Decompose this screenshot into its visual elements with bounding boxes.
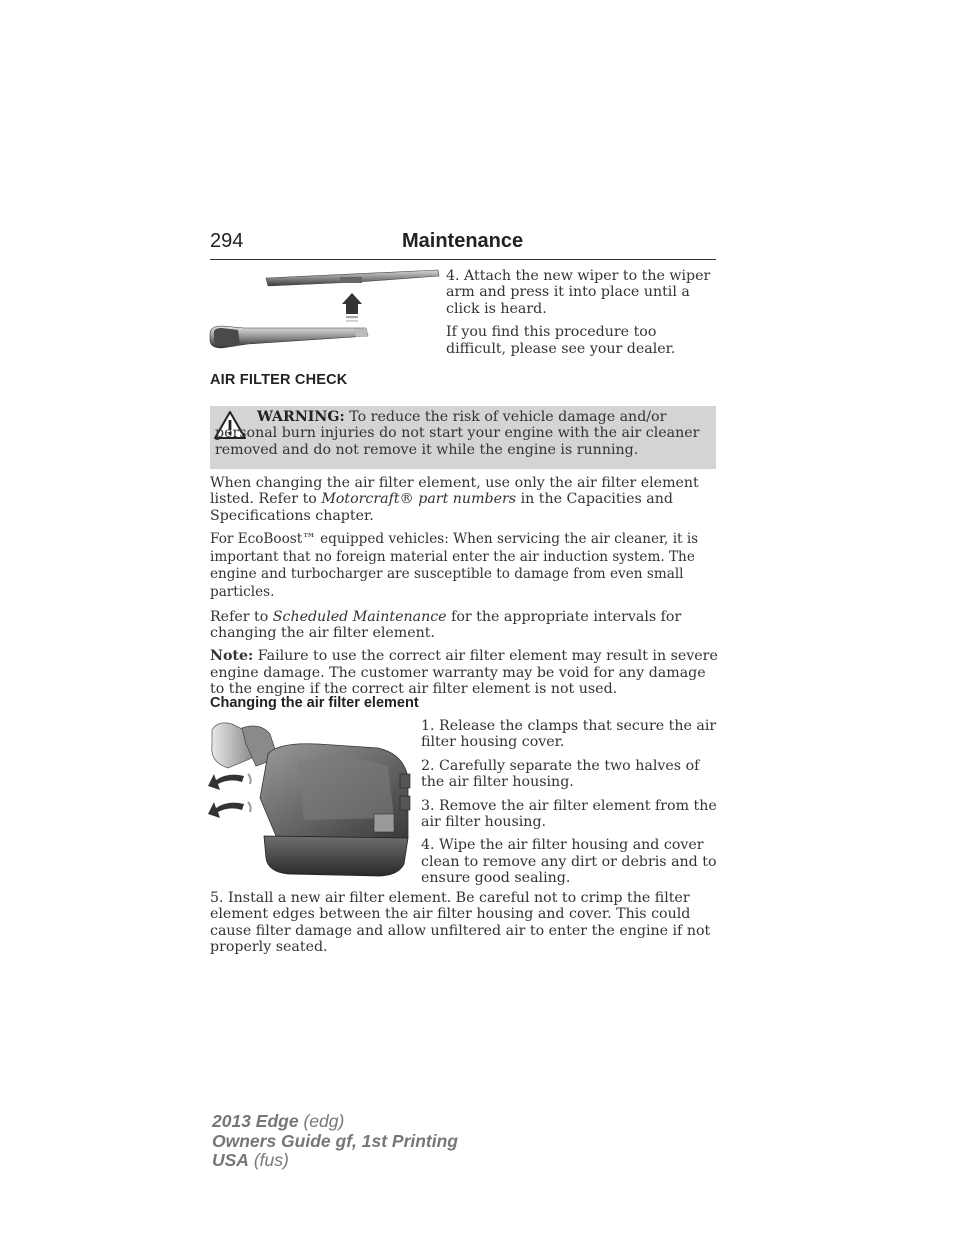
- text-run: Refer to: [210, 608, 273, 625]
- air-filter-housing-illustration: [208, 718, 413, 878]
- footer-guide: Owners Guide gf, 1st Printing: [212, 1130, 458, 1151]
- dealer-note: If you find this procedure too difficult, please see your dealer.: [446, 324, 676, 357]
- warning-text: [215, 409, 712, 458]
- wiper-instructions: [446, 268, 718, 364]
- filter-step: 1. Release the clamps that secure the air filter housing cover.: [421, 718, 717, 751]
- filter-steps: [421, 718, 717, 894]
- paragraph-note: [210, 648, 718, 697]
- text-run: in the Capacities and Specifications chapter.: [210, 491, 673, 524]
- warning-message: To reduce the risk of vehicle damage and/or personal burn injuries do not start your engine with the air cleaner removed and do not remove it while the engine is running.: [215, 409, 700, 458]
- section-title: Maintenance: [402, 230, 524, 252]
- warning-label: WARNING:: [257, 409, 345, 425]
- footer-region: USA: [212, 1150, 249, 1170]
- note-text: Failure to use the correct air filter element may result in severe engine damage. The customer warranty may be void for any damage to the engine if the correct air filter element is not used.: [210, 648, 718, 698]
- air-filter-heading: AIR FILTER CHECK: [210, 372, 348, 388]
- footer-model: 2013 Edge: [212, 1111, 299, 1131]
- filter-step: 2. Carefully separate the two halves of the air filter housing.: [421, 757, 700, 791]
- filter-step-5: 5. Install a new air filter element. Be careful not to crimp the filter element edges between the air filter housing and cover. This could cause filter damage and allow unfiltered air to enter the engine if not properly seated.: [210, 890, 711, 956]
- scheduled-maintenance-reference: Scheduled Maintenance: [272, 608, 447, 625]
- changing-filter-heading: Changing the air filter element: [210, 695, 419, 711]
- footer-region-code: (fus): [253, 1150, 289, 1170]
- paragraph-scheduled-maintenance: [210, 609, 718, 642]
- air-filter-body: [210, 475, 718, 705]
- paragraph-part-numbers: [210, 475, 718, 524]
- text-run: When changing the air filter element, use only the air filter element listed. Refer to: [210, 475, 699, 508]
- footer-line-guide: [212, 1132, 458, 1152]
- footer-line-region: [212, 1151, 458, 1171]
- footer: [212, 1112, 458, 1171]
- note-label: Note:: [210, 648, 254, 665]
- text-run: for the appropriate intervals for changing the air filter element.: [210, 608, 682, 641]
- page-number: 294: [210, 230, 244, 252]
- paragraph-ecoboost: For EcoBoost™ equipped vehicles: When servicing the air cleaner, it is important that no foreign material enter the air induction system. The engine and turbocharger are susceptible to damage from even small particles.: [210, 531, 699, 600]
- header-rule: [210, 259, 716, 260]
- part-numbers-reference: Motorcraft® part numbers: [321, 491, 517, 508]
- footer-model-code: (edg): [303, 1111, 345, 1131]
- arrow-up-icon: [342, 293, 362, 322]
- wiper-illustration: [208, 264, 440, 356]
- wiper-step-4: 4. Attach the new wiper to the wiper arm and press it into place until a click is heard.: [446, 268, 711, 317]
- footer-line-model: [212, 1112, 458, 1132]
- filter-step: 3. Remove the air filter element from the air filter housing.: [421, 797, 717, 831]
- filter-step: 4. Wipe the air filter housing and cover clean to remove any dirt or debris and to ensure good sealing.: [421, 837, 717, 887]
